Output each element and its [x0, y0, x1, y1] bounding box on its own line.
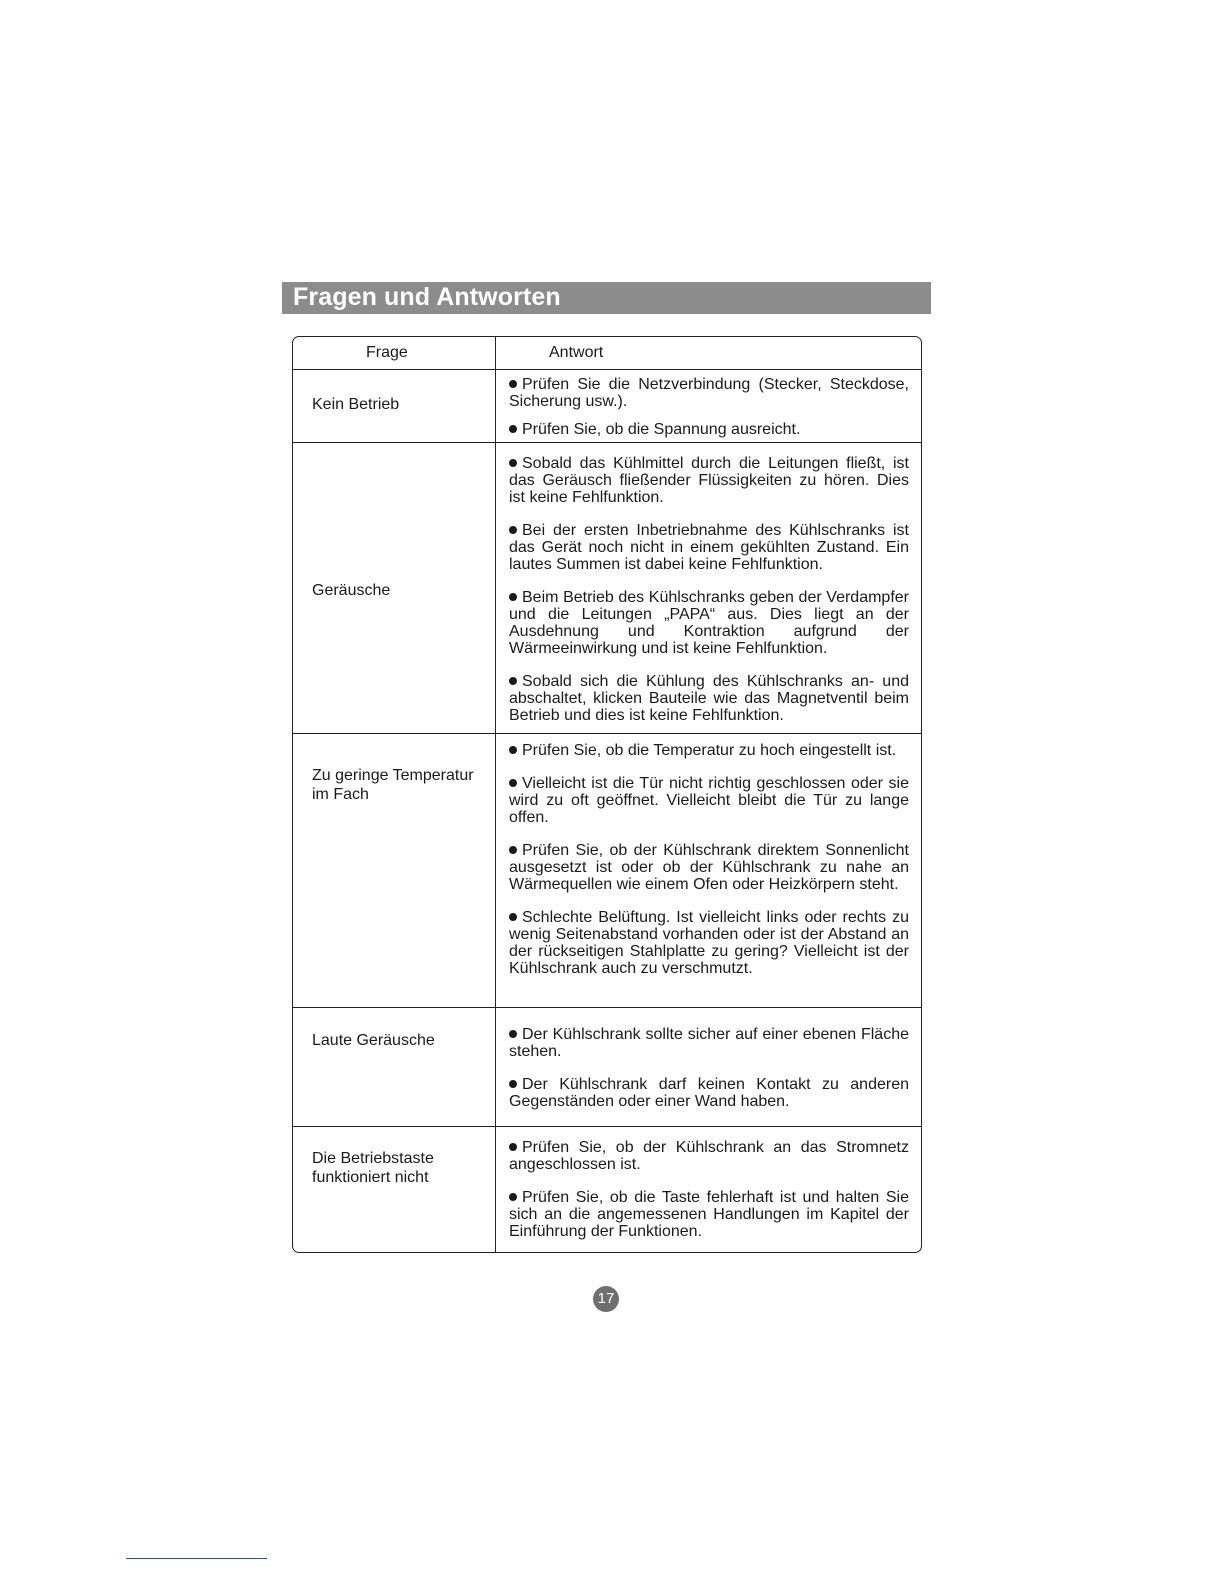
bullet-icon [509, 1193, 517, 1201]
bullet-icon [509, 380, 517, 388]
answer-item: Prüfen Sie, ob der Kühlschrank an das Stromnetz angeschlossen ist. [509, 1139, 909, 1173]
answer-item: Prüfen Sie, ob die Spannung ausreicht. [509, 421, 909, 438]
bullet-icon [509, 593, 517, 601]
answer-item: Prüfen Sie, ob die Temperatur zu hoch eingestellt ist. [509, 742, 909, 759]
bullet-icon [509, 1143, 517, 1151]
bullet-icon [509, 459, 517, 467]
column-divider [495, 337, 496, 369]
answer-cell [509, 1139, 909, 1240]
answer-item: Der Kühlschrank darf keinen Kontakt zu anderen Gegenständen oder einer Wand haben. [509, 1076, 909, 1110]
bullet-icon [509, 526, 517, 534]
page-title: Fragen und Antworten [293, 283, 561, 311]
answer-cell [509, 1026, 909, 1110]
column-divider [495, 734, 496, 1007]
answer-item: Sobald das Kühlmittel durch die Leitungen fließt, ist das Geräusch fließender Flüssigkeiten zu hören. Dies ist keine Fehlfunktion. [509, 455, 909, 506]
answer-column-header: Antwort [549, 344, 604, 361]
section-title-bar [282, 282, 931, 314]
table-row [293, 1126, 921, 1253]
answer-item: Prüfen Sie, ob der Kühlschrank direktem Sonnenlicht ausgesetzt ist oder ob der Kühlschrank zu nahe an Wärmequellen wie einem Ofen oder Heizkörpern steht. [509, 842, 909, 893]
column-divider [495, 1127, 496, 1253]
table-row [293, 442, 921, 733]
answer-cell [509, 742, 909, 977]
question-cell: Kein Betrieb [312, 396, 400, 413]
question-cell: Zu geringe Temperatur im Fach [312, 767, 474, 803]
column-divider [495, 1008, 496, 1126]
bullet-icon [509, 425, 517, 433]
answer-cell [509, 376, 909, 438]
table-header-row [293, 337, 921, 369]
bullet-icon [509, 677, 517, 685]
bullet-icon [509, 779, 517, 787]
answer-item: Sobald sich die Kühlung des Kühlschranks an- und abschaltet, klicken Bauteile wie das Magnetventil beim Betrieb und dies ist keine Fehlfunktion. [509, 673, 909, 724]
bullet-icon [509, 746, 517, 754]
qa-table [292, 336, 922, 1253]
answer-item: Schlechte Belüftung. Ist vielleicht links oder rechts zu wenig Seitenabstand vorhanden oder ist der Abstand an der rückseitigen Stahlplatte zu gering? Vielleicht ist der Kühlschrank auch zu verschmutzt. [509, 909, 909, 977]
answer-item: Vielleicht ist die Tür nicht richtig geschlossen oder sie wird zu oft geöffnet. Vielleicht bleibt die Tür zu lange offen. [509, 775, 909, 826]
answer-item: Beim Betrieb des Kühlschranks geben der Verdampfer und die Leitungen „PAPA“ aus. Dies liegt an der Ausdehnung und Kontraktion aufgrund der Wärmeeinwirkung und ist keine Fehlfunktion. [509, 589, 909, 657]
bullet-icon [509, 846, 517, 854]
answer-cell [509, 455, 909, 724]
page-number-badge: 17 [593, 1286, 619, 1312]
bullet-icon [509, 913, 517, 921]
table-row [293, 369, 921, 442]
bullet-icon [509, 1030, 517, 1038]
table-row [293, 733, 921, 1007]
question-column-header: Frage [366, 344, 408, 361]
answer-item: Der Kühlschrank sollte sicher auf einer ebenen Fläche stehen. [509, 1026, 909, 1060]
question-cell: Geräusche [312, 582, 391, 599]
question-cell: Die Betriebstaste funktioniert nicht [312, 1150, 434, 1186]
question-cell: Laute Geräusche [312, 1032, 435, 1049]
footer-rule [126, 1558, 267, 1559]
answer-item: Prüfen Sie, ob die Taste fehlerhaft ist und halten Sie sich an die angemessenen Handlungen im Kapitel der Einführung der Funktionen. [509, 1189, 909, 1240]
table-row [293, 1007, 921, 1126]
answer-item: Bei der ersten Inbetriebnahme des Kühlschranks ist das Gerät noch nicht in einem gekühlten Zustand. Ein lautes Summen ist dabei keine Fehlfunktion. [509, 522, 909, 573]
answer-item: Prüfen Sie die Netzverbindung (Stecker, Steckdose, Sicherung usw.). [509, 376, 909, 410]
column-divider [495, 370, 496, 442]
bullet-icon [509, 1080, 517, 1088]
column-divider [495, 443, 496, 733]
